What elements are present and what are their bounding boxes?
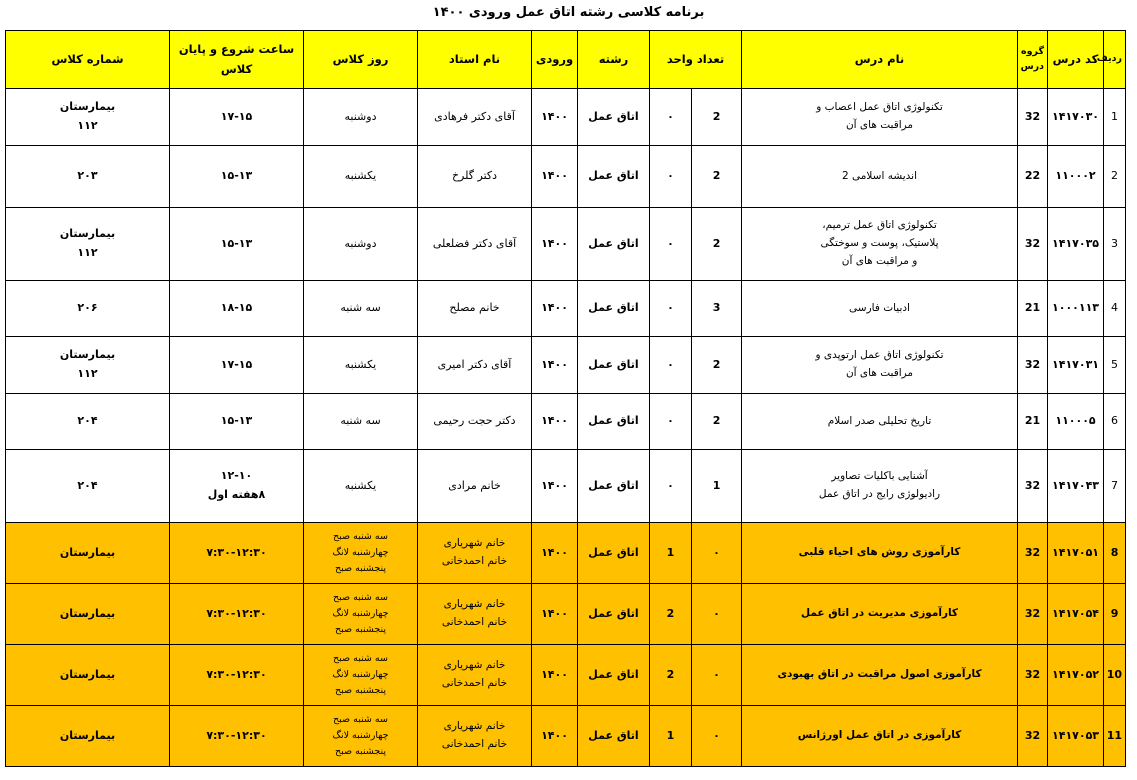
course-name-line: تکنولوژی اتاق عمل اعصاب و bbox=[816, 101, 943, 114]
class-days bbox=[304, 584, 418, 645]
class-room-line: ۱۱۲ bbox=[77, 367, 98, 380]
class-time: ۱۷-۱۵ bbox=[170, 89, 304, 146]
table-row-practical bbox=[6, 523, 1126, 584]
table-row bbox=[6, 394, 1126, 450]
class-room-line: ۲۰۴ bbox=[77, 478, 98, 492]
units-a: 2 bbox=[692, 394, 742, 450]
group-code: 21 bbox=[1018, 394, 1048, 450]
class-time: ۱۵-۱۳ bbox=[170, 146, 304, 208]
header-group: گروه درس bbox=[1018, 31, 1048, 89]
entry-year: ۱۴۰۰ bbox=[532, 394, 578, 450]
group-code: 32 bbox=[1018, 645, 1048, 706]
class-days-line: پنجشنبه صبح bbox=[334, 685, 387, 697]
units-a: 2 bbox=[692, 208, 742, 281]
class-room: بیمارستان bbox=[6, 645, 170, 706]
class-room bbox=[6, 146, 170, 208]
course-name-line: تکنولوژی اتاق عمل ارتوپدی و bbox=[815, 349, 944, 362]
class-time: ۱۵-۱۳ bbox=[170, 394, 304, 450]
course-code: ۱۱۰۰۰۵ bbox=[1048, 394, 1104, 450]
units-b: 1 bbox=[650, 523, 692, 584]
class-time-line: ۸هفته اول bbox=[207, 488, 266, 501]
group-code: 22 bbox=[1018, 146, 1048, 208]
class-days-line: چهارشنبه لانگ bbox=[332, 546, 389, 558]
teacher-names bbox=[418, 706, 532, 767]
class-day: یکشنبه bbox=[304, 450, 418, 523]
class-time: ۱۸-۱۵ bbox=[170, 281, 304, 337]
row-number: 2 bbox=[1104, 146, 1126, 208]
row-number: 5 bbox=[1104, 337, 1126, 394]
row-number: 10 bbox=[1104, 645, 1126, 706]
class-room-line: بیمارستان bbox=[59, 227, 116, 241]
entry-year: ۱۴۰۰ bbox=[532, 146, 578, 208]
header-units: تعداد واحد bbox=[650, 31, 742, 89]
units-a: 2 bbox=[692, 146, 742, 208]
class-room bbox=[6, 394, 170, 450]
teacher-name: خانم مرادی bbox=[418, 450, 532, 523]
class-days-line: سه شنبه صبح bbox=[333, 713, 388, 725]
class-days-line: چهارشنبه لانگ bbox=[332, 607, 389, 619]
class-day: یکشنبه bbox=[304, 146, 418, 208]
row-number: 3 bbox=[1104, 208, 1126, 281]
class-days bbox=[304, 706, 418, 767]
class-days-line: سه شنبه صبح bbox=[333, 591, 388, 603]
course-name: کارآموزی مدیریت در اتاق عمل bbox=[742, 584, 1018, 645]
course-name-line: مراقبت های آن bbox=[845, 367, 914, 379]
entry-year: ۱۴۰۰ bbox=[532, 89, 578, 146]
units-a: ۰ bbox=[692, 523, 742, 584]
class-days bbox=[304, 645, 418, 706]
teacher-names-line: خانم احمدخانی bbox=[441, 555, 508, 567]
course-code: ۱۴۱۷۰۵۱ bbox=[1048, 523, 1104, 584]
entry-year: ۱۴۰۰ bbox=[532, 337, 578, 394]
class-days-line: پنجشنبه صبح bbox=[334, 624, 387, 636]
course-name: کارآموزی روش های احیاء قلبی bbox=[742, 523, 1018, 584]
header-day: روز کلاس bbox=[304, 31, 418, 89]
teacher-names-line: خانم احمدخانی bbox=[441, 738, 508, 750]
teacher-names bbox=[418, 645, 532, 706]
course-name-line: رادیولوژی رایج در اتاق عمل bbox=[818, 488, 941, 500]
course-name bbox=[742, 281, 1018, 337]
row-number: 4 bbox=[1104, 281, 1126, 337]
class-room-line: ۱۱۲ bbox=[77, 246, 98, 259]
group-code: 32 bbox=[1018, 523, 1048, 584]
class-time: ۱۷-۱۵ bbox=[170, 337, 304, 394]
table-row bbox=[6, 281, 1126, 337]
course-name bbox=[742, 394, 1018, 450]
group-code: 32 bbox=[1018, 208, 1048, 281]
teacher-name: دکتر حجت رحیمی bbox=[418, 394, 532, 450]
field: اتاق عمل bbox=[578, 146, 650, 208]
teacher-name: خانم مصلح bbox=[418, 281, 532, 337]
units-a: ۰ bbox=[692, 584, 742, 645]
page-title: برنامه کلاسی رشته اتاق عمل ورودی ۱۴۰۰ bbox=[432, 5, 705, 20]
header-course-code: کد درس bbox=[1048, 31, 1104, 89]
class-days-line: چهارشنبه لانگ bbox=[332, 729, 389, 741]
header-row-num: ردیف bbox=[1104, 31, 1126, 89]
class-room bbox=[6, 208, 170, 281]
field: اتاق عمل bbox=[578, 337, 650, 394]
group-code: 32 bbox=[1018, 89, 1048, 146]
group-code: 32 bbox=[1018, 450, 1048, 523]
group-code: 32 bbox=[1018, 584, 1048, 645]
schedule-table bbox=[5, 30, 1126, 767]
units-b: ۰ bbox=[650, 394, 692, 450]
entry-year: ۱۴۰۰ bbox=[532, 281, 578, 337]
header-room: شماره کلاس bbox=[6, 31, 170, 89]
class-time bbox=[170, 450, 304, 523]
class-days-line: پنجشنبه صبح bbox=[334, 563, 387, 575]
row-number: 6 bbox=[1104, 394, 1126, 450]
course-name bbox=[742, 450, 1018, 523]
table-row bbox=[6, 450, 1126, 523]
units-a: ۰ bbox=[692, 645, 742, 706]
class-room bbox=[6, 450, 170, 523]
course-code: ۱۴۱۷۰۳۵ bbox=[1048, 208, 1104, 281]
units-a: 2 bbox=[692, 89, 742, 146]
course-name-line: و مراقبت های آن bbox=[841, 254, 918, 267]
teacher-names-line: خانم شهریاری bbox=[443, 659, 506, 672]
class-room-line: ۲۰۳ bbox=[77, 169, 98, 183]
teacher-names-line: خانم شهریاری bbox=[443, 720, 506, 733]
class-day: سه شنبه bbox=[304, 281, 418, 337]
field: اتاق عمل bbox=[578, 645, 650, 706]
course-name-line: اندیشه اسلامی 2 bbox=[842, 169, 918, 182]
table-row bbox=[6, 208, 1126, 281]
row-number: 9 bbox=[1104, 584, 1126, 645]
header-row bbox=[6, 31, 1126, 89]
class-days-line: سه شنبه صبح bbox=[333, 530, 388, 542]
class-days-line: پنجشنبه صبح bbox=[334, 746, 387, 758]
units-b: ۰ bbox=[650, 146, 692, 208]
units-b: 2 bbox=[650, 584, 692, 645]
row-number: 7 bbox=[1104, 450, 1126, 523]
course-code: ۱۴۱۷۰۴۳ bbox=[1048, 450, 1104, 523]
class-time: ۱۵-۱۳ bbox=[170, 208, 304, 281]
group-code: 32 bbox=[1018, 706, 1048, 767]
teacher-name: آقای دکتر فرهادی bbox=[418, 89, 532, 146]
teacher-names-line: خانم شهریاری bbox=[443, 537, 506, 550]
units-b: ۰ bbox=[650, 281, 692, 337]
field: اتاق عمل bbox=[578, 450, 650, 523]
header-entry: ورودی bbox=[532, 31, 578, 89]
course-name-line: تکنولوژی اتاق عمل ترمیم، bbox=[822, 219, 937, 232]
course-name-line: ادبیات فارسی bbox=[849, 301, 910, 314]
course-code: ۱۴۱۷۰۳۰ bbox=[1048, 89, 1104, 146]
teacher-names-line: خانم احمدخانی bbox=[441, 677, 508, 689]
class-room bbox=[6, 281, 170, 337]
units-a: ۰ bbox=[692, 706, 742, 767]
units-b: 1 bbox=[650, 706, 692, 767]
course-name bbox=[742, 208, 1018, 281]
class-room: بیمارستان bbox=[6, 584, 170, 645]
class-room-line: بیمارستان bbox=[59, 100, 116, 114]
field: اتاق عمل bbox=[578, 281, 650, 337]
class-room-line: ۲۰۶ bbox=[77, 301, 98, 315]
class-time: ۷:۳۰-۱۲:۳۰ bbox=[170, 645, 304, 706]
course-name bbox=[742, 146, 1018, 208]
entry-year: ۱۴۰۰ bbox=[532, 208, 578, 281]
units-b: 2 bbox=[650, 645, 692, 706]
table-row-practical bbox=[6, 645, 1126, 706]
field: اتاق عمل bbox=[578, 584, 650, 645]
course-name-line: پلاستیک، پوست و سوختگی bbox=[820, 237, 939, 250]
class-room: بیمارستان bbox=[6, 523, 170, 584]
units-b: ۰ bbox=[650, 337, 692, 394]
group-code: 21 bbox=[1018, 281, 1048, 337]
class-days-line: سه شنبه صبح bbox=[333, 652, 388, 664]
course-name: کارآموزی در اتاق عمل اورژانس bbox=[742, 706, 1018, 767]
group-code: 32 bbox=[1018, 337, 1048, 394]
class-room: بیمارستان bbox=[6, 706, 170, 767]
teacher-name: دکتر گلرخ bbox=[418, 146, 532, 208]
course-name-line: تاریخ تحلیلی صدر اسلام bbox=[827, 414, 932, 427]
course-code: ۱۴۱۷۰۵۳ bbox=[1048, 706, 1104, 767]
class-day: دوشنبه bbox=[304, 208, 418, 281]
units-b: ۰ bbox=[650, 450, 692, 523]
class-room-line: ۱۱۲ bbox=[77, 119, 98, 132]
course-code: ۱۴۱۷۰۵۲ bbox=[1048, 645, 1104, 706]
header-course-name: نام درس bbox=[742, 31, 1018, 89]
units-a: 1 bbox=[692, 450, 742, 523]
field: اتاق عمل bbox=[578, 208, 650, 281]
course-name-line: مراقبت های آن bbox=[845, 119, 914, 131]
course-code: ۱۰۰۰۱۱۳ bbox=[1048, 281, 1104, 337]
field: اتاق عمل bbox=[578, 706, 650, 767]
course-code: ۱۴۱۷۰۵۴ bbox=[1048, 584, 1104, 645]
class-days bbox=[304, 523, 418, 584]
field: اتاق عمل bbox=[578, 394, 650, 450]
class-room bbox=[6, 337, 170, 394]
course-name bbox=[742, 337, 1018, 394]
course-code: ۱۱۰۰۰۲ bbox=[1048, 146, 1104, 208]
class-room-line: ۲۰۴ bbox=[77, 414, 98, 428]
class-room-line: بیمارستان bbox=[59, 348, 116, 362]
header-field: رشته bbox=[578, 31, 650, 89]
teacher-names-line: خانم احمدخانی bbox=[441, 616, 508, 628]
teacher-names bbox=[418, 584, 532, 645]
class-day: یکشنبه bbox=[304, 337, 418, 394]
row-number: 1 bbox=[1104, 89, 1126, 146]
class-time: ۷:۳۰-۱۲:۳۰ bbox=[170, 706, 304, 767]
table-row bbox=[6, 337, 1126, 394]
teacher-names-line: خانم شهریاری bbox=[443, 598, 506, 611]
table-row-practical bbox=[6, 706, 1126, 767]
teacher-name: آقای دکتر فضلعلی bbox=[418, 208, 532, 281]
field: اتاق عمل bbox=[578, 523, 650, 584]
row-number: 8 bbox=[1104, 523, 1126, 584]
header-teacher: نام استاد bbox=[418, 31, 532, 89]
entry-year: ۱۴۰۰ bbox=[532, 584, 578, 645]
class-time: ۷:۳۰-۱۲:۳۰ bbox=[170, 523, 304, 584]
class-time: ۷:۳۰-۱۲:۳۰ bbox=[170, 584, 304, 645]
class-day: سه شنبه bbox=[304, 394, 418, 450]
row-number: 11 bbox=[1104, 706, 1126, 767]
teacher-names bbox=[418, 523, 532, 584]
teacher-name: آقای دکتر امیری bbox=[418, 337, 532, 394]
class-day: دوشنبه bbox=[304, 89, 418, 146]
entry-year: ۱۴۰۰ bbox=[532, 645, 578, 706]
class-room bbox=[6, 89, 170, 146]
entry-year: ۱۴۰۰ bbox=[532, 706, 578, 767]
entry-year: ۱۴۰۰ bbox=[532, 450, 578, 523]
header-time: ساعت شروع و پایان کلاس bbox=[170, 31, 304, 89]
units-a: 3 bbox=[692, 281, 742, 337]
table-row bbox=[6, 146, 1126, 208]
course-name-line: آشنایی باکلیات تصاویر bbox=[831, 470, 928, 483]
table-row-practical bbox=[6, 584, 1126, 645]
class-time-line: ۱۲-۱۰ bbox=[220, 469, 253, 483]
units-b: ۰ bbox=[650, 89, 692, 146]
units-a: 2 bbox=[692, 337, 742, 394]
field: اتاق عمل bbox=[578, 89, 650, 146]
table-row bbox=[6, 89, 1126, 146]
entry-year: ۱۴۰۰ bbox=[532, 523, 578, 584]
course-name: کارآموزی اصول مراقبت در اتاق بهبودی bbox=[742, 645, 1018, 706]
units-b: ۰ bbox=[650, 208, 692, 281]
course-name bbox=[742, 89, 1018, 146]
course-code: ۱۴۱۷۰۳۱ bbox=[1048, 337, 1104, 394]
class-days-line: چهارشنبه لانگ bbox=[332, 668, 389, 680]
